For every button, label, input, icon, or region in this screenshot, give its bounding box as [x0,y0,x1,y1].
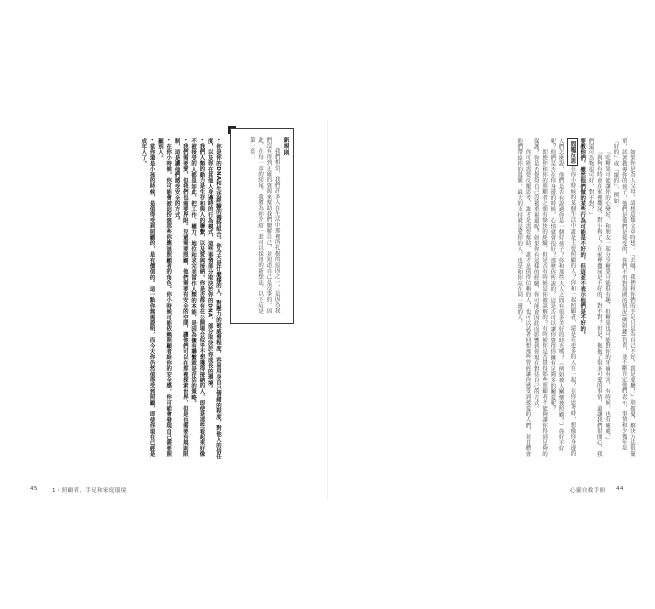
paragraph: 即便你和你的照顧者之間有愉快的經驗，但是否有時候是你被誤解的？有時候你是否覺得那些照顧者不能夠讓你得到足夠的保護？你是否覺得自己沒被重視過呢？如果你有這樣的經驗，你可能會因此而影響到你現在對待自己的方式。 [532,138,548,457]
paragraph: 問題反思在你小時候的某個生活中誰是主要照顧的人？你和一起照顧者，還是在更多的人在一起？在你思考時，想像你身邊的人們怎麼說，他們是否有說過你是一個好孩子？你和那些大人之間有很多美好的時光嗎？（例如被人關懷被照顧？）你好不好呢？他們是否在你身邊的時候，心情就會很好？那麼你所說的，這是否可以讓你覺得你擁有足夠多的關愛呢？ [548,138,578,460]
bullet-item: • 我們人類的動力是生存和與人的聯繫，以及愛與接納。你是否都有在公開場合似乎不想獲得接納的人，即使是那些看起來好像不被接受的人都是如此，把工作、權力、地位和求完美當作人類的本能，是因為擁有聯繫就是存活的策略。 [190,138,205,457]
chapter-label: 1・照顧者、手足和家庭環境 [52,488,127,494]
bullet-item: • 我們需要愛，但我們也需要界限。兒童需要照顧，他們需要有安全的空間，讓他們可以在那裡探索世界，但是也需要有規則限制，這是讓他們感受安全的方式。 [173,138,188,457]
bullet-item: • 當你還是小孩的時候，是值得受到照顧的，是有價值的。這一點你無需證明，而今天你仍然值得受到照顧，即使你現在已經是成年人了。 [140,138,155,457]
paragraph: 『吃糖果可能讓你的心變好，和朋友一起分享糖果可能很有趣，但糖果也可能對你的牙齒有害，有時候，也有壞處。』 [604,148,611,443]
left-page-body [36,138,222,460]
box-title: 新規則 [282,137,288,156]
emphasis-paragraph: 要教他們，雖然他們做的某些行為可能是不好的，但這並不表示他們是不好的。 [579,138,586,338]
box-text: 我們相信，我們許多人在生活中那裡所扎根的原因之一，是因為我們沒有得到正確的資源來幫助我們瞭解自己，並知道自己是沒事的。因此，在每一章的結尾，我將為你介紹一套可以採用的新想法，以下這是第一套： [248,137,280,314]
new-rules-content [233,137,289,317]
right-page [328,0,655,609]
left-page-number: 45 [30,486,38,492]
bullet-item: • 你是你的DNA和生活經驗的獨特組合。你今天是什麼樣的人，對壓力的被威脅程度，容易用身自己情緒的程度，對他人的信任度，以及你在其他人身邊時的行為模式，這些事情部分取決於你的DNA，部分取決於你成長的環境。 [206,138,221,460]
paragraph: 你可能需要反覆思考，誰才是需要幫助、誰才是值得信賴的人，也可以試著回想那些曾經讓你感受到被愛的人們，並且體會他們帶給你的溫暖。最大的支持就是愛你的人，也是和你站在同一邊的人。 [516,138,531,457]
right-page-number: 44 [616,486,624,492]
paragraph: 如果你是為人父母，請想這類文章時想：『丟哪，我們和你們的手足只是為自己不好，我是要廳！』別擔憂，解決方法很簡單，試著教導你的孩子，他們是他們是接受的，你們不用對周圍的情況(例如鏈)負責，並不斷肯定他們表示，事情和少幾年是『好的』或『壞的』，例如： [612,138,635,457]
new-rules-box [230,128,294,324]
left-page [0,0,327,609]
page-gutter [327,120,328,500]
right-page-body [348,138,636,460]
paragraph: 『與狗有時會在家裡撒尿，對小狗了？在家裡撒尿是不好的，對不對？但是，抱抱了很多可愛的事情，還讓我們很開心，我們還可為物很可好，對不對？』 [587,138,602,457]
bullet-item: • 在你小時候，你可能會被迫扮演那些你應該照顧者的角色。你小時候可能依賴照顧者給你的安全感，你可能會發現自己需要照顧別人。 [156,138,172,457]
book-title: 心靈自救手冊 [570,488,606,494]
question-heading: 問題反思 [567,138,578,166]
